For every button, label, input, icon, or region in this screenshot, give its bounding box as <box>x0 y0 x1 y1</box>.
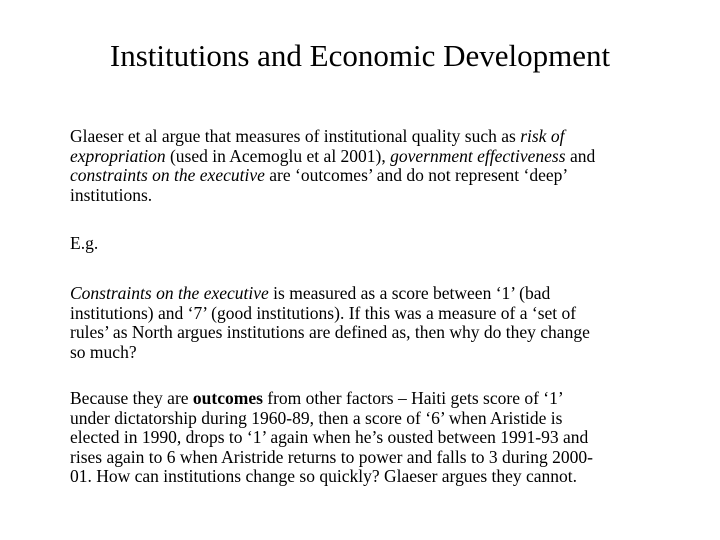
paragraph-constraints <box>70 284 680 362</box>
paragraph-line: so much? <box>70 341 137 362</box>
italic-term-risk-of: risk of <box>520 126 565 146</box>
italic-term-government-effectiveness: government effectiveness <box>390 145 566 166</box>
text-run: Because they are <box>70 388 193 408</box>
italic-term-constraints-on-the-executive: Constraints on the executive <box>70 283 269 303</box>
text-run: is measured as a score between ‘1’ (bad <box>268 283 551 303</box>
paragraph-line <box>70 284 680 304</box>
paragraph-line: 01. How can institutions change so quickly? Glaeser argues they cannot. <box>70 466 578 486</box>
paragraph-haiti-example <box>70 389 680 487</box>
paragraph-line: elected in 1990, drops to ‘1’ again when he’s ousted between 1991-93 and <box>70 427 589 447</box>
text-run: from other factors – Haiti gets score of ‘1’ <box>262 388 564 408</box>
italic-term-constraints-on-the-executive: constraints on the executive <box>70 165 265 185</box>
bold-term-outcomes: outcomes <box>192 388 263 408</box>
paragraph-line <box>70 127 680 147</box>
paragraph-example-label: E.g. <box>70 233 99 253</box>
text-run: (used in Acemoglu et al 2001), <box>165 145 391 166</box>
paragraph-line: under dictatorship during 1960-89, then a score of ‘6’ when Aristide is <box>70 407 563 428</box>
paragraph-line <box>70 147 680 167</box>
text-run: Glaeser et al argue that measures of institutional quality such as <box>70 126 521 146</box>
paragraph-line <box>70 389 680 409</box>
paragraph-line: institutions. <box>70 184 153 205</box>
text-run: and <box>565 145 596 166</box>
slide-title: Institutions and Economic Development <box>109 38 611 73</box>
text-run: are ‘outcomes’ and do not represent ‘deep’ <box>264 165 569 185</box>
paragraph-line: rules’ as North argues institutions are defined as, then why do they change <box>70 322 590 342</box>
italic-term-expropriation: expropriation <box>70 145 166 166</box>
paragraph-line <box>70 166 680 186</box>
paragraph-line: institutions) and ‘7’ (good institutions). If this was a measure of a ‘set of <box>70 302 577 323</box>
paragraph-line: rises again to 6 when Aristride returns to power and falls to 3 during 2000- <box>70 446 593 467</box>
paragraph-argument <box>70 127 680 205</box>
